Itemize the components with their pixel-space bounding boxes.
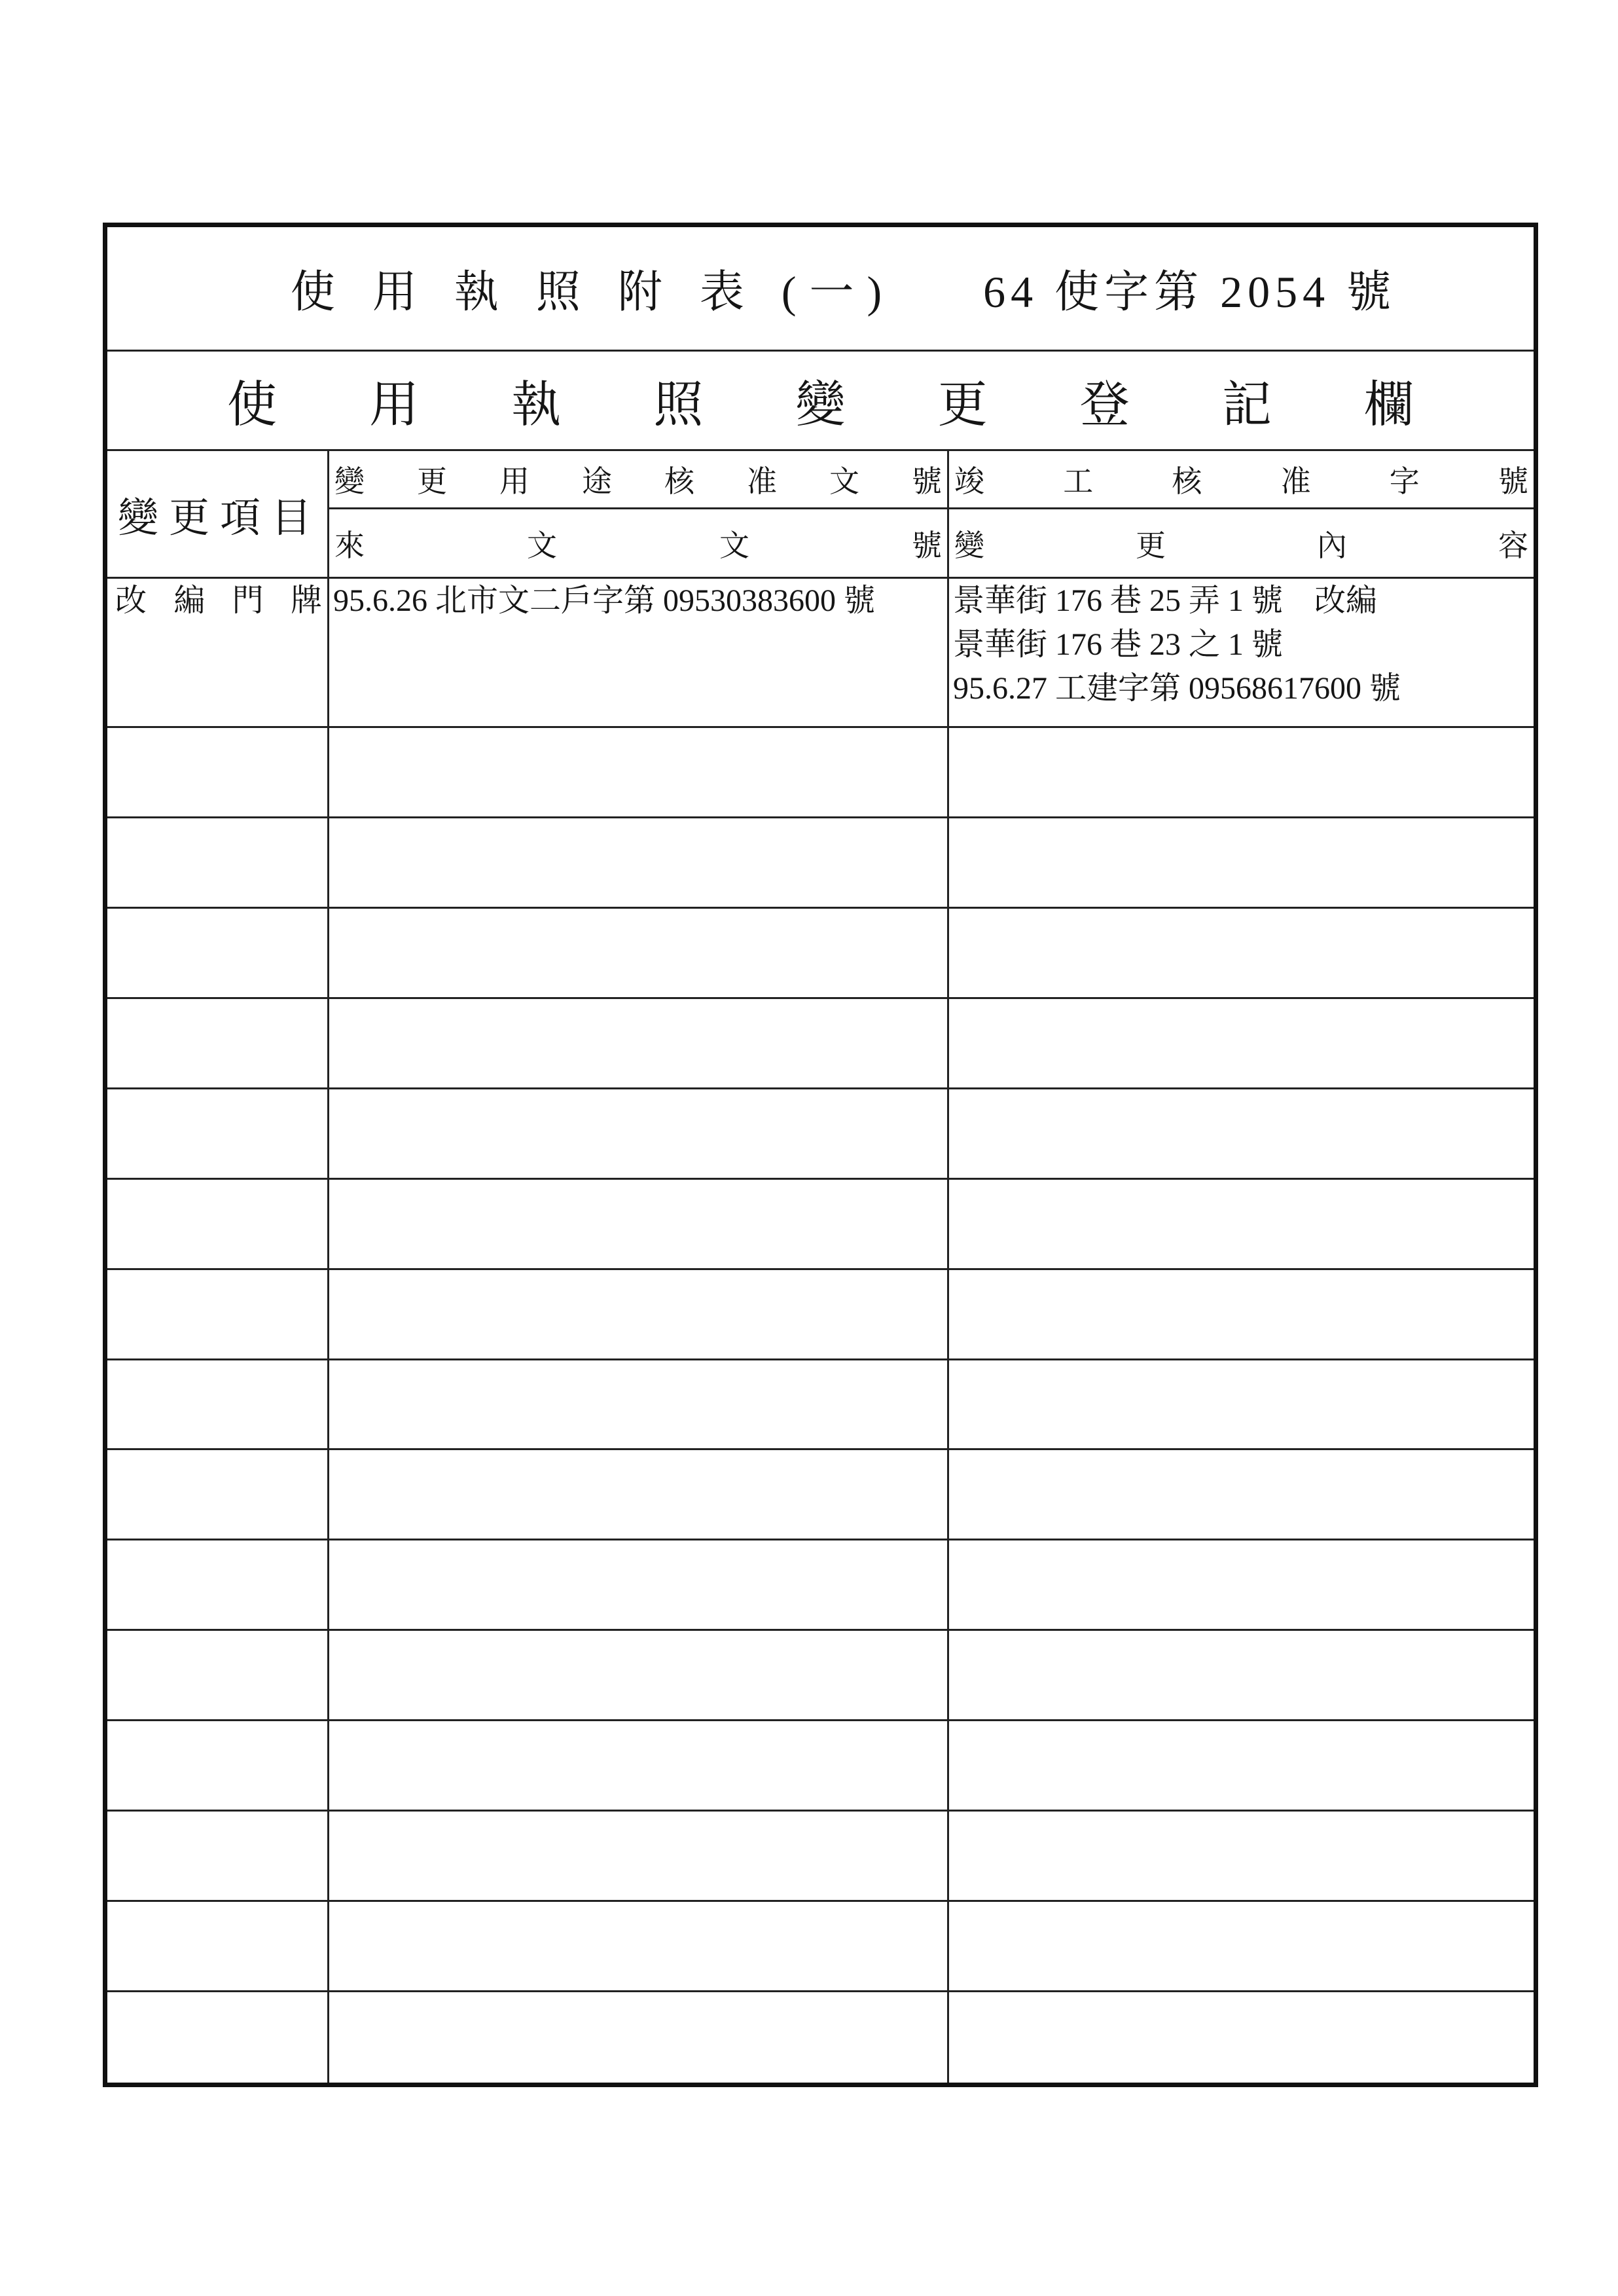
register-table (107, 451, 1534, 2083)
header-change-item: 變更項目 (107, 451, 329, 579)
header-completion-no-label: 竣 工 核 准 字 號 (954, 465, 1528, 498)
license-number: 64 使字第 2054 號 (983, 267, 1397, 317)
blank-doc-no-cell (329, 1360, 949, 1451)
blank-item-cell (107, 909, 329, 999)
blank-content-cell (949, 999, 1534, 1089)
blank-doc-no-cell (329, 1992, 949, 2083)
blank-content-cell (949, 1812, 1534, 1902)
record-doc-no-cell (329, 579, 949, 728)
blank-content-cell (949, 1270, 1534, 1360)
blank-doc-no-cell (329, 909, 949, 999)
section-title: 使 用 執 照 變 更 登 記 欄 (227, 378, 1414, 433)
blank-content-cell (949, 818, 1534, 909)
header-change-content (949, 509, 1534, 579)
blank-doc-no-cell (329, 1631, 949, 1721)
header-change-content-label: 變 更 內 容 (954, 528, 1528, 562)
blank-item-cell (107, 1631, 329, 1721)
form-title-row (107, 227, 1534, 352)
header-incoming-doc-no-label: 來 文 文 號 (334, 528, 942, 562)
blank-doc-no-cell (329, 1450, 949, 1540)
blank-doc-no-cell (329, 1902, 949, 1992)
blank-content-cell (949, 1631, 1534, 1721)
blank-doc-no-cell (329, 1270, 949, 1360)
blank-doc-no-cell (329, 1721, 949, 1812)
blank-content-cell (949, 1540, 1534, 1631)
blank-content-cell (949, 1992, 1534, 2083)
blank-content-cell (949, 1180, 1534, 1270)
blank-item-cell (107, 999, 329, 1089)
blank-item-cell (107, 1721, 329, 1812)
blank-item-cell (107, 1540, 329, 1631)
blank-doc-no-cell (329, 1089, 949, 1180)
blank-doc-no-cell (329, 728, 949, 818)
header-incoming-doc-no (329, 509, 949, 579)
blank-content-cell (949, 1721, 1534, 1812)
record-content-line: 景華街 176 巷 25 弄 1 號 改編 (953, 583, 1378, 618)
blank-content-cell (949, 1360, 1534, 1451)
record-item-cell (107, 579, 329, 728)
section-title-row (107, 352, 1534, 451)
blank-item-cell (107, 1992, 329, 2083)
record-content-line: 景華街 176 巷 23 之 1 號 (953, 627, 1284, 662)
blank-item-cell (107, 818, 329, 909)
blank-item-cell (107, 1902, 329, 1992)
blank-content-cell (949, 728, 1534, 818)
blank-item-cell (107, 1812, 329, 1902)
header-completion-no (949, 451, 1534, 509)
blank-content-cell (949, 1450, 1534, 1540)
blank-content-cell (949, 909, 1534, 999)
blank-item-cell (107, 1270, 329, 1360)
blank-item-cell (107, 1089, 329, 1180)
header-approval-doc-no (329, 451, 949, 509)
blank-content-cell (949, 1902, 1534, 1992)
blank-item-cell (107, 1360, 329, 1451)
change-register-form (103, 223, 1538, 2087)
blank-doc-no-cell (329, 1812, 949, 1902)
form-title: 使 用 執 照 附 表 (一) (290, 267, 895, 317)
record-content-line: 95.6.27 工建字第 09568617600 號 (953, 671, 1401, 706)
blank-doc-no-cell (329, 1540, 949, 1631)
blank-doc-no-cell (329, 818, 949, 909)
blank-item-cell (107, 728, 329, 818)
record-item: 改 編 門 牌 (115, 583, 322, 618)
blank-content-cell (949, 1089, 1534, 1180)
header-approval-doc-no-label: 變 更 用 途 核 准 文 號 (334, 465, 942, 498)
blank-item-cell (107, 1180, 329, 1270)
blank-doc-no-cell (329, 1180, 949, 1270)
record-doc-no: 95.6.26 北市文二戶字第 09530383600 號 (333, 583, 876, 618)
blank-doc-no-cell (329, 999, 949, 1089)
blank-item-cell (107, 1450, 329, 1540)
record-content-cell (949, 579, 1534, 728)
